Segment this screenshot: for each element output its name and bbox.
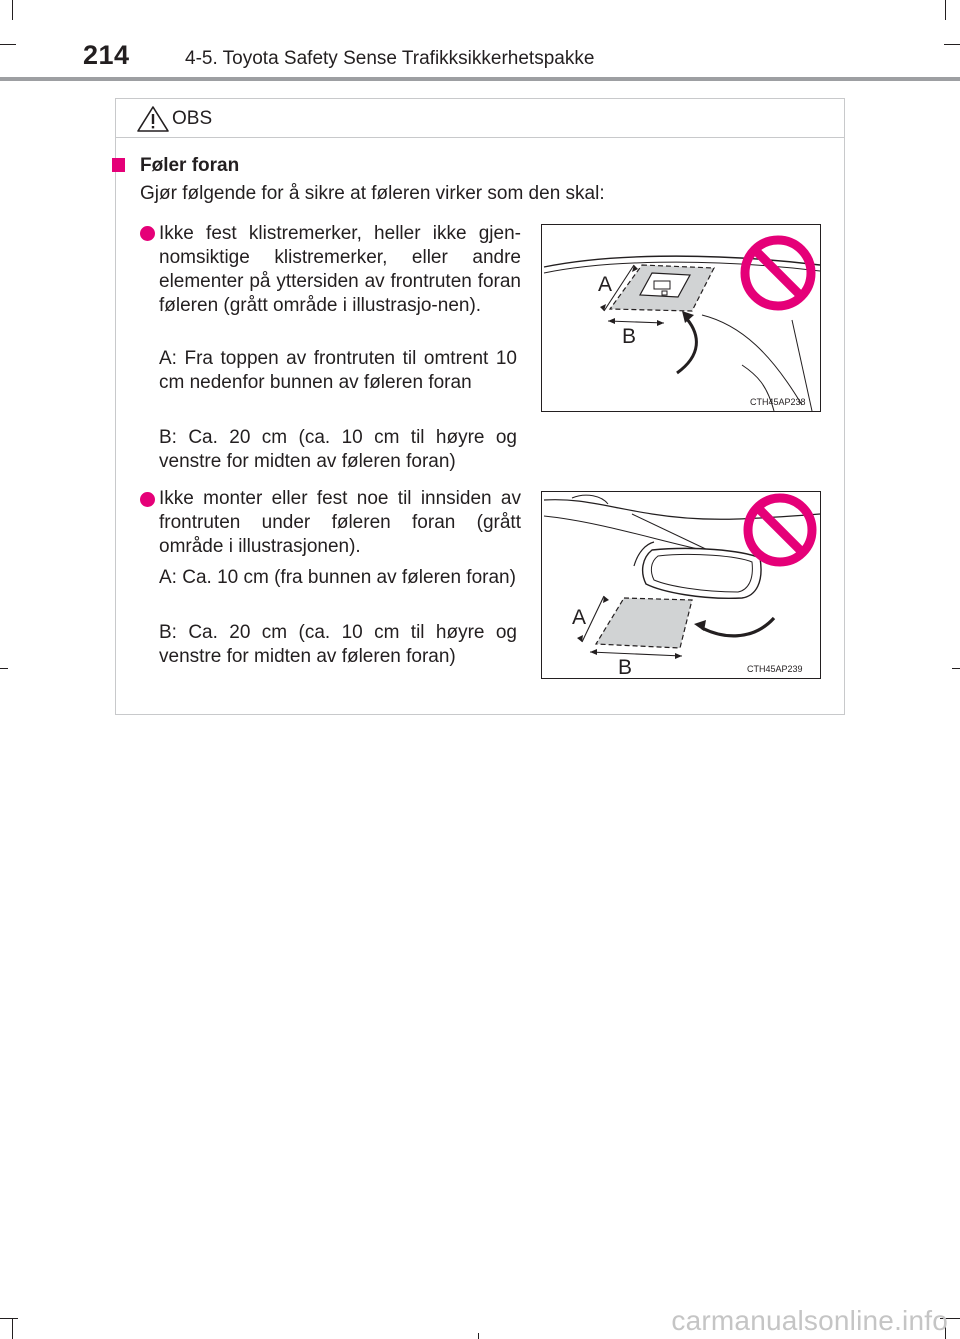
figure-windshield-inside (541, 491, 821, 679)
crop-mark (478, 1333, 479, 1339)
intro-text: Gjør følgende for å sikre at føleren virker som den skal: (140, 183, 605, 204)
page-number: 214 (83, 40, 130, 70)
item-note-b: B: Ca. 20 cm (ca. 10 cm til høyre og venstre for midten av føleren foran) (159, 427, 517, 472)
notice-header (116, 99, 844, 138)
crop-mark (952, 668, 960, 669)
notice-label: OBS (172, 108, 213, 129)
section-title: Føler foran (140, 155, 240, 176)
section-square-icon (112, 158, 125, 172)
figure-windshield-outside (541, 224, 821, 412)
watermark: carmanualsonline.info (671, 1305, 948, 1336)
figure-label-b: B (622, 325, 637, 348)
warning-icon (136, 105, 170, 133)
page-header (0, 0, 960, 80)
header-rule (0, 77, 960, 81)
figure-code: CTH45AP238 (750, 397, 806, 407)
figure-label-a: A (572, 606, 587, 629)
crop-mark (12, 1318, 13, 1339)
figure-label-b: B (618, 656, 633, 678)
bullet-icon (140, 226, 155, 241)
crop-mark (0, 1318, 18, 1319)
item-text: Ikke monter eller fest noe til innsiden av frontruten under føleren foran (grått område i illustrasjonen). (159, 488, 521, 557)
prohibited-icon (745, 240, 811, 306)
item-note-b: B: Ca. 20 cm (ca. 10 cm til høyre og venstre for midten av føleren foran) (159, 622, 517, 667)
bullet-icon (140, 492, 155, 507)
figure-label-a: A (598, 273, 613, 296)
item-text: Ikke fest klistremerker, heller ikke gjen-nomsiktige klistremerker, eller andre elementer på yttersiden av frontruten foran føleren (grått område i illustrasjo-nen). (159, 223, 521, 316)
item-note-a: A: Ca. 10 cm (fra bunnen av føleren foran) (159, 567, 516, 588)
item-note-a: A: Fra toppen av frontruten til omtrent 10 cm nedenfor bunnen av føleren foran (159, 348, 517, 393)
prohibited-icon (748, 498, 812, 562)
chapter-title: 4-5. Toyota Safety Sense Trafikksikkerhetspakke (185, 48, 595, 69)
figure-code: CTH45AP239 (747, 664, 803, 674)
crop-mark (0, 668, 8, 669)
